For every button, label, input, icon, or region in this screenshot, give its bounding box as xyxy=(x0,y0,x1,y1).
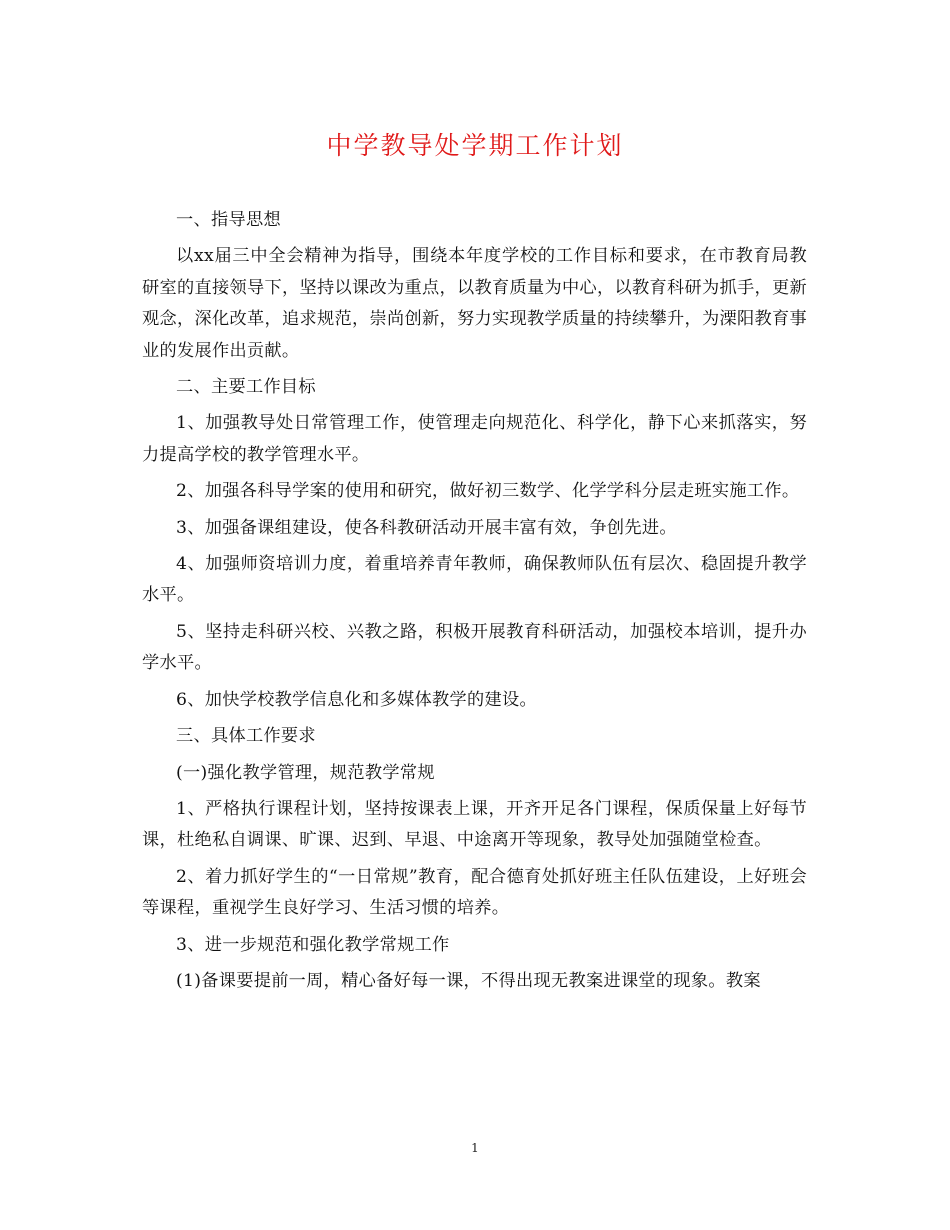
paragraph-guiding-ideology: 以xx届三中全会精神为指导，围绕本年度学校的工作目标和要求，在市教育局教研室的直接领导下，坚持以课改为重点，以教育质量为中心，以教育科研为抓手，更新观念，深化改革，追求规范，崇尚创新，努力实现教学质量的持续攀升，为溧阳教育事业的发展作出贡献。 xyxy=(142,246,807,361)
goal-item-1: 1、加强教导处日常管理工作，使管理走向规范化、科学化，静下心来抓落实，努力提高学校的教学管理水平。 xyxy=(142,413,807,465)
section-heading-specific-requirements: 三、具体工作要求 xyxy=(176,726,316,747)
section-heading-guiding-ideology: 一、指导思想 xyxy=(176,210,281,230)
section-heading-main-goals: 二、主要工作目标 xyxy=(176,377,316,398)
document-title: 中学教导处学期工作计划 xyxy=(326,131,624,160)
requirement-item-3: 3、进一步规范和强化教学常规工作 xyxy=(176,934,450,955)
page-number: 1 xyxy=(471,1141,479,1155)
subsection-heading-teaching-management: (一)强化教学管理，规范教学常规 xyxy=(176,762,435,783)
requirement-item-2: 2、着力抓好学生的“一日常规”教育，配合德育处抓好班主任队伍建设，上好班会等课程，重视学生良好学习、生活习惯的培养。 xyxy=(142,866,807,919)
goal-item-4: 4、加强师资培训力度，着重培养青年教师，确保教师队伍有层次、稳固提升教学水平。 xyxy=(142,554,807,606)
requirement-subitem-1: (1)备课要提前一周，精心备好每一课，不得出现无教案进课堂的现象。教案 xyxy=(176,970,761,991)
goal-item-5: 5、坚持走科研兴校、兴教之路，积极开展教育科研活动，加强校本培训，提升办学水平。 xyxy=(142,621,807,674)
requirement-item-1: 1、严格执行课程计划，坚持按课表上课，开齐开足各门课程，保质保量上好每节课，杜绝私自调课、旷课、迟到、早退、中途离开等现象，教导处加强随堂检查。 xyxy=(142,798,807,851)
goal-item-2: 2、加强各科导学案的使用和研究，做好初三数学、化学学科分层走班实施工作。 xyxy=(176,481,800,502)
goal-item-3: 3、加强备课组建设，使各科教研活动开展丰富有效，争创先进。 xyxy=(176,517,677,538)
document-body xyxy=(142,205,807,997)
goal-item-6: 6、加快学校教学信息化和多媒体教学的建设。 xyxy=(176,689,537,710)
